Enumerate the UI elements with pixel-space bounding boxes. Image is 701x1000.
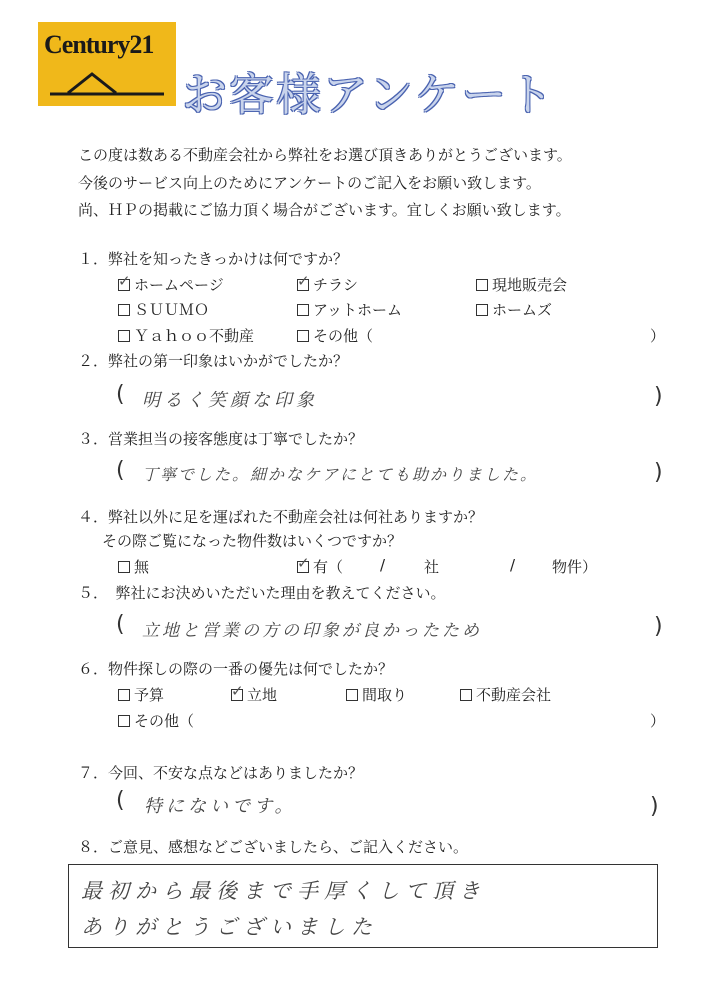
question-8: ８．ご意見、感想などございましたら、ご記入ください。: [78, 838, 469, 856]
checkbox[interactable]: [231, 689, 243, 701]
q1-option-yahoo[interactable]: Ｙａｈｏｏ不動産: [118, 325, 254, 346]
q4-option-none[interactable]: 無: [118, 556, 149, 577]
question-1: １．弊社を知ったきっかけは何ですか？: [78, 250, 349, 268]
q4-unit-companies: 社: [424, 558, 440, 576]
q1-other-close-paren: ）: [650, 327, 666, 345]
checkbox[interactable]: [297, 330, 309, 342]
century21-logo: [38, 22, 176, 106]
q5-answer[interactable]: 立地と営業の方の印象が良かったため: [142, 621, 482, 641]
q7-answer[interactable]: 特にないです。: [144, 796, 297, 817]
q1-option-flyer[interactable]: ✓ チラシ: [297, 274, 358, 295]
q6-option-layout[interactable]: 間取り: [346, 684, 407, 705]
slash-1: /: [380, 556, 386, 574]
close-paren: ): [654, 460, 663, 485]
checkbox[interactable]: [118, 689, 130, 701]
intro-line-3: 尚、ＨＰの掲載にご協力頂く場合がございます。宜しくお願い致します。: [78, 201, 571, 219]
open-paren: (: [116, 382, 125, 407]
question-5: ５． 弊社にお決めいただいた理由を教えてください。: [78, 584, 446, 602]
q1-option-suumo[interactable]: ＳＵＵＭＯ: [118, 299, 209, 320]
slash-2: /: [510, 556, 516, 574]
q6-option-location[interactable]: ✓ 立地: [231, 684, 277, 705]
page-title: お客様アンケート: [182, 68, 556, 121]
comment-box[interactable]: [68, 864, 658, 948]
q1-option-athome[interactable]: アットホーム: [297, 299, 402, 320]
checkbox[interactable]: [118, 715, 130, 727]
checkbox[interactable]: [118, 330, 130, 342]
q6-option-other[interactable]: その他（: [118, 710, 194, 731]
checkbox[interactable]: [297, 304, 309, 316]
question-6: ６．物件探しの際の一番の優先は何でしたか？: [78, 660, 394, 678]
open-paren: (: [116, 788, 125, 813]
q6-option-budget[interactable]: 予算: [118, 684, 164, 705]
checkbox[interactable]: [297, 561, 309, 573]
close-paren: ): [650, 794, 659, 819]
house-roof-icon: [48, 66, 166, 96]
checkbox[interactable]: [460, 689, 472, 701]
logo-text: Century21: [44, 30, 154, 59]
q4-option-yes[interactable]: ✓ 有（: [297, 556, 343, 577]
q6-other-close-paren: ）: [650, 712, 666, 730]
q1-option-homes[interactable]: ホームズ: [476, 299, 552, 320]
question-7: ７．今回、不安な点などはありましたか？: [78, 764, 364, 782]
checkbox[interactable]: [476, 304, 488, 316]
q2-answer[interactable]: 明るく笑顔な印象: [142, 390, 318, 411]
close-paren: ): [654, 384, 663, 409]
checkbox[interactable]: [297, 279, 309, 291]
q8-answer-line-1: 最初から最後まで手厚くして頂き: [81, 879, 486, 903]
question-4-sub: その際ご覧になった物件数はいくつですか？: [102, 532, 403, 550]
q3-answer[interactable]: 丁寧でした。細かなケアにとても助かりました。: [142, 465, 539, 484]
intro-line-1: この度は数ある不動産会社から弊社をお選び頂きありがとうございます。: [78, 146, 572, 164]
intro-line-2: 今後のサービス向上のためにアンケートのご記入をお願い致します。: [78, 174, 541, 192]
q4-unit-properties: 物件）: [552, 558, 598, 576]
q6-option-agency[interactable]: 不動産会社: [460, 684, 551, 705]
q1-option-open-house[interactable]: 現地販売会: [476, 274, 567, 295]
checkbox[interactable]: [118, 279, 130, 291]
question-4: ４．弊社以外に足を運ばれた不動産会社は何社ありますか？: [78, 508, 484, 526]
question-3: ３．営業担当の接客態度は丁寧でしたか？: [78, 430, 364, 448]
q1-option-homepage[interactable]: ✓ホームページ: [118, 274, 224, 295]
q1-option-other[interactable]: その他（: [297, 325, 373, 346]
question-2: ２．弊社の第一印象はいかがでしたか？: [78, 352, 349, 370]
open-paren: (: [116, 458, 125, 483]
close-paren: ): [654, 614, 663, 639]
open-paren: (: [116, 612, 125, 637]
checkbox[interactable]: [346, 689, 358, 701]
checkbox[interactable]: [118, 304, 130, 316]
q8-answer-line-2: ありがとうございました: [81, 915, 378, 939]
checkbox[interactable]: [476, 279, 488, 291]
checkbox[interactable]: [118, 561, 130, 573]
